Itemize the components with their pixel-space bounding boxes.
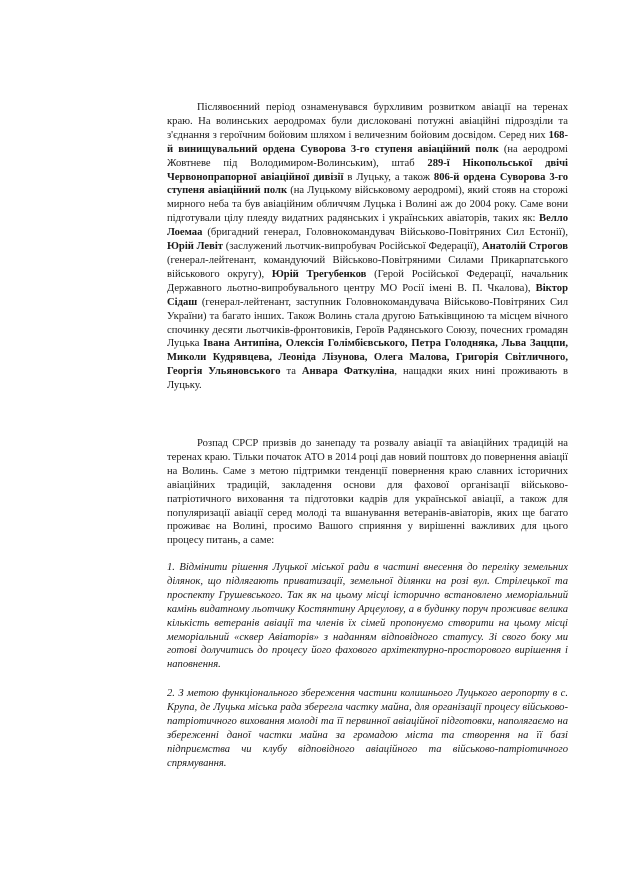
paragraph-aviation-history [167, 101, 568, 393]
text-run: (генерал-лейтенант, заступник Головнокомандувача Військово-Повітряних Сил України) та багато інших. Також Волинь стала другою Батьківщиною та місцем вічного спочинку десяти льотчиків-фронтовиків, Героїв Радянського Союзу, почесних громадян Луцька [167, 296, 568, 350]
text-run: (Герой Російської Федерації, начальник Державного льотно-випробувального центру МО Росії імені В. П. Чкалова), [167, 268, 568, 294]
text-run: (генерал-лейтенант, командуючий Військово-Повітряними Силами Прикарпатського військового округу), [167, 254, 568, 280]
bold-text-run: Велло Лоемаа [167, 213, 568, 239]
paragraph-request: Розпад СРСР призвів до занепаду та розвалу авіації та авіаційних традицій на теренах краю. Тільки початок АТО в 2014 році дав новий поштовх до повернення авіації на Волинь. Саме з метою підтримки тенденції повернення краю славних історичних авіаційних традицій, закладення основи для фахової організації військово-патріотичного виховання та підготовки кадрів для української авіації, а також для популяризації авіації серед молоді та вшанування ветеранів-авіаторів, яких ще багато проживає на Волині, просимо Вашого сприяння у вирішенні важливих для цього процесу питань, а саме: [167, 438, 568, 547]
bold-text-run: Івана Антипіна, Олексія Голімбієвського, Петра Голодняка, Льва Заццпи, Миколи Кудрявцева, Леоніда Лізунова, Олега Малова, Григорія Світличного, Георгія Ульяновського [167, 338, 568, 378]
bold-text-run: Віктор Сідаш [167, 282, 568, 308]
request-item-1: 1. Відмінити рішення Луцької міської ради в частині внесення до переліку земельних ділянок, що підлягають приватизації, земельної ділянки на розі вул. Стрілецької та проспекту Грушевського. Так як на цьому місці історично встановлено меморіальний камінь видатному льотчику Костянтину Арцеулову, а в будинку поруч проживає велика кількість ветеранів авіації та членів їх сімей пропонуємо створити на цьому місці меморіальний «сквер Авіаторів» з наданням відповідного статусу. Зі свого боку ми готові долучитись до процесу його фахового архітектурно-просторового вирішення і наповнення. [167, 562, 568, 671]
bold-text-run: 289-ї Нікопольської двічі Червонопрапорної авіаційної дивізії [167, 157, 569, 183]
bold-text-run: Анатолій Строгов [481, 241, 568, 253]
text-run: , нащадки яких нині проживають в Луцьку. [167, 366, 568, 392]
text-run: (на аеродромі Жовтневе під Володимиром-Волинським), штаб [167, 143, 568, 169]
bold-text-run: Юрій Трегубенков [271, 268, 367, 280]
text-run: Післявоєнний період ознаменувався бурхливим розвитком авіації на теренах краю. На волинських аеродромах були дислоковані потужні авіаційні підрозділи та з'єднання з героїчним бойовим шляхом і величезним бойовим досвідом. Серед них [167, 102, 568, 141]
bold-text-run: Анвара Фаткуліна [301, 366, 395, 378]
bold-text-run: Юрій Левіт [167, 241, 223, 253]
request-item-2: 2. З метою функціонального збереження частини колишнього Луцького аеропорту в с. Крупа, де Луцька міська рада зберегла частку майна, для організації процесу військово-патріотичного виховання молоді та її первинної авіаційної підготовки, наполягаємо на збереженні даної частки майна за громадою міста та створення на її базі підприємства чи клубу відповідного авіаційного та військово-патріотичного спрямування. [167, 688, 568, 769]
text-run: в Луцьку, а також [343, 171, 434, 183]
bold-text-run: 168-й винищувальний ордена Суворова 3-го ступеня авіаційний полк [167, 129, 568, 155]
bold-text-run: 806-й ордена Суворова 3-го ступеня авіаційний полк [167, 171, 569, 197]
text-run: (заслужений льотчик-випробувач Російської Федерації), [222, 241, 482, 253]
text-run: (бригадний генерал, Головнокомандувач Військово-Повітряних Сил Естонії), [202, 227, 568, 239]
text-run: та [280, 366, 302, 378]
text-run: (на Луцькому військовому аеродромі), який стояв на сторожі мирного неба та був авіаційним обличчям Луцька і Волині аж до 2004 року. Саме вони підготували цілу плеяду видатних радянських і українських авіаторів, таких як: [167, 185, 569, 225]
